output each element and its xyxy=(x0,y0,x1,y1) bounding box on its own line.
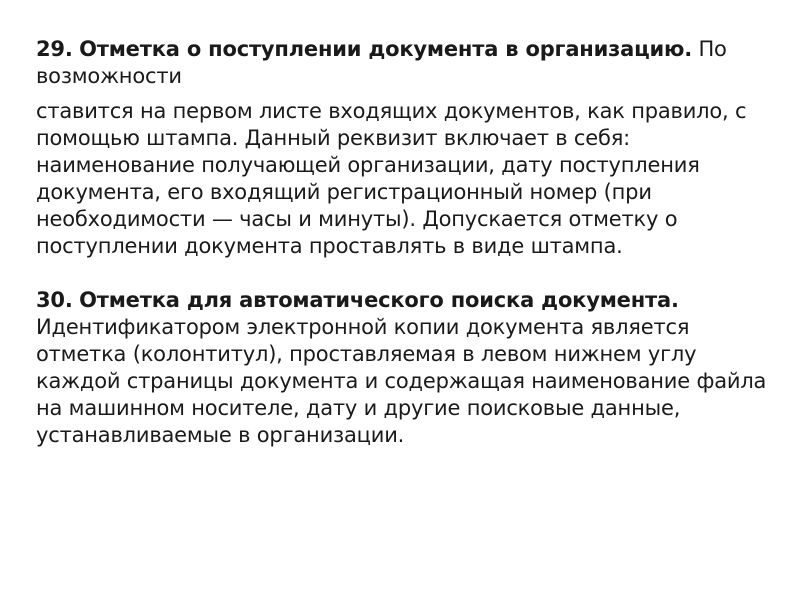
section-29-number: 29. xyxy=(36,37,73,61)
section-spacer xyxy=(36,260,776,287)
section-29-body: ставится на первом листе входящих документов, как правило, с помощью штампа. Данный реквизит включает в себя: наименование получающей организации, дату поступления документа, его входящий регистрационный номер (при необходимости — часы и минуты). Допускается отметку о поступлении документа проставлять в виде штампа. xyxy=(36,99,747,258)
section-29-heading-paragraph xyxy=(36,36,776,90)
section-30-body: Идентификатором электронной копии документа является отметка (колонтитул), проставляемая в левом нижнем углу каждой страницы документа и содержащая наименование файла на машинном носителе, дату и другие поисковые данные, устанавливаемые в организации. xyxy=(36,315,767,447)
section-30-paragraph xyxy=(36,287,776,449)
section-30-heading: Отметка для автоматического поиска документа. xyxy=(79,288,679,312)
section-29-heading: Отметка о поступлении документа в организацию. xyxy=(79,37,692,61)
section-30-number: 30. xyxy=(36,288,73,312)
section-29-lead: По возможности xyxy=(36,37,727,88)
slide-content xyxy=(36,36,776,449)
